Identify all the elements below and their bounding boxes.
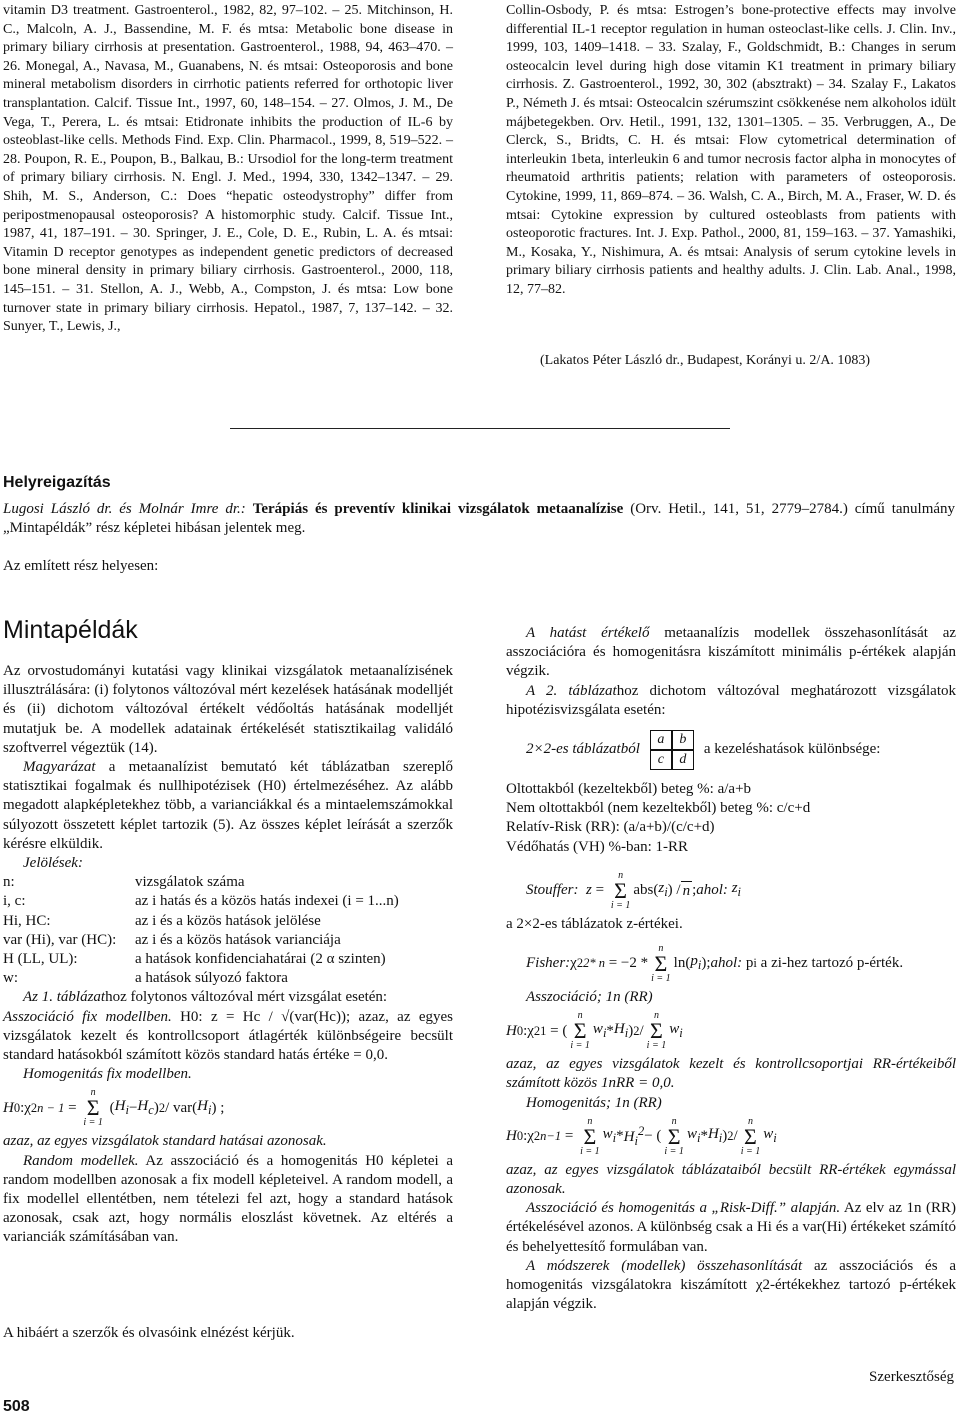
assoc-ln-formula: H 0 :χ 2 1 = ( n Σ i = 1 $w_i$ * $H_i$ ) 2 / n Σ i = 1 $w_i$ (506, 1010, 683, 1052)
references-text-right: Collin-Osbody, P. és mtsa: Estrogen’s bone-protective effects may involve differential IL-1 receptor regulation in human osteoclast-like cells. J. Clin. Inv., 1999, 103, 1409–1418. – 33. Szalay, F., Goldschmidt, B.: Changes in serum osteocalcin level during high dose vitamin K1 treatment in primary biliary cirrhosis. Z. Gastroenterol., 1992, 30, 302 (absztrakt) – 34. Szalay F., Lakatos P., Németh J. és mtsai: Osteocalcin szérumszint csökkenése nem alkoholos idült májbetegekben. Orv. Hetil., 1991, 132, 1301–1305. – 35. Verbruggen, A., De Clerck, S., Bridts, C. H. és mtsai: Flow cytometrical determination of interleukin 1beta, interleukin 6 and tumor necrosis factor alpha in monocytes of rheumatoid arthritis patients; relation with parameters of osteoporosis. Cytokine, 1999, 11, 869–874. – 36. Walsh, C. A., Birch, M. A., Fraser, W. D. és mtsai: Cytokine expression by cultured osteoblasts from patients with osteoporotic fractures. Int. J. Exp. Pathol., 2000, 81, 159–163. – 37. Yamashiki, M., Kosaka, Y., Nishimura, A. és mtsai: Analysis of serum cytokine levels in primary biliary cirrhosis patients and healthy adults. J. Clin. Lab. Anal., 1998, 12, 77–82. (506, 3, 956, 297)
editorial-signature: Szerkesztőség (869, 1369, 954, 1385)
homog-fix-lead: Homogenitás fix modellben. (23, 1066, 192, 1083)
explanation-paragraph (3, 758, 453, 854)
def-3: Relatív-Risk (RR): (a/a+b)/(c/c+d) (506, 819, 715, 836)
compare-text: az asszociációs és a homogenitás vizsgálatokra kiszámított χ2-értékekhez tartozó p-értékek alapján végzik. (506, 1257, 956, 1313)
correction-intro: Az említett rész helyesen: (3, 558, 159, 574)
fix-assoc-lead: Asszociáció fix modellben. (3, 1008, 172, 1025)
riskdiff-text: Az elv az 1n (RR) értékelésével azonos. A különbség csak a Hi és a var(Hi) értékeket számító és behelyettesítő formulában van. (506, 1200, 956, 1255)
cell-d: d (672, 750, 694, 770)
homog-ln-lead: Homogenitás; 1n (RR) (526, 1094, 662, 1111)
author-address: (Lakatos Péter László dr., Budapest, Korányi u. 2/A. 1083) (540, 353, 871, 368)
random-paragraph (3, 1152, 453, 1248)
page-number: 508 (3, 1398, 30, 1415)
cell-c: c (650, 750, 672, 770)
references-text-left: vitamin D3 treatment. Gastroenterol., 1982, 82, 97–102. – 25. Mitchinson, H. C., Malcoln, A. J., Bassendine, M. F. és mtsa: Metabolic bone disease in primary biliary cirrhosis at presentation. Gastroenterol., 1988, 94, 463–470. – 26. Monegal, A., Navasa, M., Guanabens, N. és mtsai: Osteoporosis and bone mineral metabolism disorders in cirrhotic patients referred for orthotopic liver transplantation. Calcif. Tissue Int., 1997, 60, 148–154. – 27. Olmos, J. M., De Vega, T., Perera, L. és mtsai: Etidronate inhibits the production of IL-6 by osteoblast-like cells. Methods Find. Exp. Clin. Pharmacol., 1999, 8, 519–522. – 28. Poupon, R. E., Poupon, B., Balkau, B.: Ursodiol for the long-term treatment of primary biliary cirrhosis. N. Engl. J. Med., 1994, 330, 1342–1347. – 29. Shih, M. S., Anderson, C.: Does “hepatic osteodystrophy” differ from peripostmenopausal osteoporosis? A histomorphic study. Calcif. Tissue Int., 1987, 41, 187–191. – 30. Springer, J. E., Cole, D. E., Rubin, L. A. és mtsai: Vitamin D receptor genotypes as independent genetic predictors of decreased bone mineral density in primary biliary cirrhosis. Gastroenterol., 2000, 118, 145–151. – 31. Stellon, A. J., Webb, A., Compston, J. és mtsa: Low bone turnover state in primary biliary cirrhosis. Hepatol., 1987, 7, 137–142. – 32. Sunyer, T., Lewis, J., (3, 3, 453, 335)
correction-title: Terápiás és preventív klinikai vizsgálatok metaanalízise (252, 501, 624, 517)
separator-line (230, 428, 730, 429)
notation-key: var (Hi), var (HC): (3, 931, 117, 948)
assoc-ln-after-text: azaz, az egyes vizsgálatok kezelt és kontrollcsoportjai RR-értékeiből számított közös 1nRR = 0,0. (506, 1056, 956, 1092)
notation-value: az i és a közös hatások varianciája (135, 931, 341, 948)
references-right-column (506, 2, 956, 300)
def-2: Nem oltottakból (nem kezeltekből) beteg %: c/c+d (506, 800, 811, 817)
homog-fix-after-text: azaz, az egyes vizsgálatok standard hatásai azonosak. (3, 1133, 327, 1150)
fix-assoc-paragraph (3, 1008, 453, 1066)
stouffer-after: a 2×2-es táblázatok z-értékei. (506, 915, 683, 932)
table2-paragraph (506, 682, 956, 720)
notation-value: az i és a közös hatások jelölése (135, 912, 321, 929)
sum-symbol: n Σ i = 1 (570, 1010, 590, 1052)
sum-symbol: n Σ i = 1 (651, 943, 671, 985)
correction-text (3, 500, 955, 538)
notation-title (3, 854, 453, 873)
notation-key: i, c: (3, 893, 26, 910)
assoc-ln-lead: Asszociáció; 1n (RR) (526, 989, 653, 1006)
compare-paragraph (506, 1257, 956, 1315)
riskdiff-lead: Asszociáció és homogenitás a „Risk-Diff.” alapján. (526, 1200, 841, 1217)
notation-key: Hi, HC: (3, 912, 51, 929)
assoc-ln-label (506, 988, 956, 1007)
notation-key: n: (3, 874, 15, 891)
correction-authors: Lugosi László dr. és Molnár Imre dr.: (3, 501, 246, 517)
stouffer-lead: Stouffer: (526, 882, 579, 899)
correction-citation: (Orv. Hetil., 141, 51, 2779–2784.) című tanulmány „Mintapéldák” rész képletei hibásan jelentek meg. (3, 501, 956, 536)
stouffer-formula: Stouffer: z = n Σ i = 1 abs( $z_i$ ) / n ; ahol: $z_i$ (526, 869, 742, 911)
homog-fix-after (3, 1132, 453, 1151)
explanation-text: a metaanalízist bemutató két táblázatban szereplő statisztikai fogalmak és nullhipotézisek (H0) értelmezéséhez. Az alább megadott alapképletekhez több, a varianciákkal és a mintaelemszámokkal súlyozott összetett képlet tartozik (5). Az összes képlet leírását a szerzők kérésre elküldik. (3, 759, 453, 852)
table2x2-label: 2×2-es táblázatból (526, 741, 640, 758)
sum-symbol: n Σ i = 1 (646, 1010, 667, 1052)
sum-symbol: n Σ i = 1 (664, 1115, 684, 1157)
table1-text: hoz folytonos változóval mért vizsgálat esetén: (105, 989, 388, 1006)
homog-ln-after (506, 1161, 956, 1199)
homog-fix-formula: H 0 :χ 2 n − 1 = n Σ i = 1 ( $H_i$ − $H_c$ ) 2 / var( $H_i$ ) ; (3, 1087, 225, 1129)
notation-value: vizsgálatok száma (135, 874, 245, 891)
fisher-formula: Fisher: χ 2 2* n = −2 * n Σ i = 1 ln( $p_i$ ); ahol: p i a zi-hez tartozó p-érték. (526, 943, 904, 985)
compare-lead: A módszerek (modellek) összehasonlítását (526, 1257, 803, 1274)
notation-key: H (LL, UL): (3, 951, 78, 968)
notation-title-text: Jelölések: (23, 855, 83, 872)
apology-note: A hibáért a szerzők és olvasóink elnézést kérjük. (3, 1325, 295, 1341)
cell-a: a (650, 730, 672, 750)
table1-paragraph (3, 988, 453, 1007)
table2-text: hoz dichotom változóval meghatározott vizsgálatok hipotézisvizsgálata esetén: (506, 682, 956, 718)
explanation-lead: Magyarázat (23, 759, 96, 776)
sum-symbol: n Σ i = 1 (610, 869, 631, 911)
def-4: Védőhatás (VH) %-ban: 1-RR (506, 838, 689, 855)
random-text: Az asszociáció és a homogenitás H0 képletei a random modellben azonosak a fix modell képleteivel. A random modell, a fix modellel ellentétben, nem tételezi fel azt, hogy a standard hatások azonosak, csak azt, hogy normális eloszlást követnek. Az eltérés a varianciák számításában van. (3, 1152, 453, 1246)
correction-heading: Helyreigazítás (3, 474, 111, 491)
table2-lead: A 2. táblázat (526, 682, 617, 699)
model-compare-text: metaanalízis modellek összehasonlítását az asszociációra és homogenitásra kiszámított minimális p-értékek alapján végzik. (506, 625, 957, 680)
intro-paragraph: Az orvostudományi kutatási vagy klinikai vizsgálatok metaanalízisének illusztrálására: (i) folytonos változóval mért kezelések hatásának modelljét és (ii) dichotom változóval értékelt védőoltás hatásának modelljét mutatjuk be. A modellek adatainak értékelését statisztikailag validáló szoftverrel végeztük (14). (3, 663, 453, 756)
fisher-lead: Fisher: (526, 955, 571, 972)
random-lead: Random modellek. (23, 1152, 139, 1169)
notation-value: az i hatás és a közös hatás indexei (i = 1...n) (135, 893, 399, 910)
notation-list (3, 873, 453, 988)
table2x2-row (526, 730, 956, 770)
sum-symbol: n Σ i = 1 (740, 1115, 761, 1157)
homog-ln-after-text: azaz, az egyes vizsgálatok táblázataiból becsült RR-értékek egymással azonosak. (506, 1161, 956, 1198)
homog-fix-label (3, 1065, 453, 1084)
homog-ln-formula: H 0 :χ 2 n−1 = n Σ i = 1 $w_i$ * $H_i^2$ − ( n Σ i = 1 $w_i$ * $H_i$ ) 2 / n Σ i = 1 $w_i$ (506, 1115, 777, 1157)
model-compare-paragraph (506, 624, 956, 682)
def-1: Oltottakból (kezeltekből) beteg %: a/a+b (506, 781, 752, 798)
assoc-ln-after (506, 1055, 956, 1093)
model-compare-lead: A hatást értékelő (526, 625, 650, 641)
section-title: Mintapéldák (3, 616, 138, 644)
notation-key: w: (3, 970, 18, 987)
sum-symbol: n Σ i = 1 (580, 1115, 600, 1157)
table2x2 (650, 730, 694, 770)
riskdiff-paragraph (506, 1199, 956, 1257)
table2x2-after: a kezeléshatások különbsége: (703, 741, 881, 758)
notation-value: a hatások súlyozó faktora (135, 970, 288, 987)
section-right-column (506, 624, 956, 1314)
cell-b: b (672, 730, 694, 750)
fisher-after: a zi-hez tartozó p-érték. (760, 955, 904, 972)
references-left-column (3, 2, 453, 337)
sum-symbol: n Σ i = 1 (83, 1087, 103, 1129)
notation-value: a hatások konfidenciahatárai (2 α szinten) (135, 951, 386, 968)
fix-assoc-formula: H0: z = Hc / √(var(Hc)); azaz, az egyes vizsgálatok kezelt és kontrollcsoport átlagérték különbségeire becsült standard hatásokból számított közös standard hatás értéke = 0,0. (3, 1008, 453, 1064)
table1-lead: Az 1. táblázat (23, 989, 106, 1006)
section-left-column (3, 662, 453, 1248)
homog-ln-label (506, 1094, 956, 1113)
